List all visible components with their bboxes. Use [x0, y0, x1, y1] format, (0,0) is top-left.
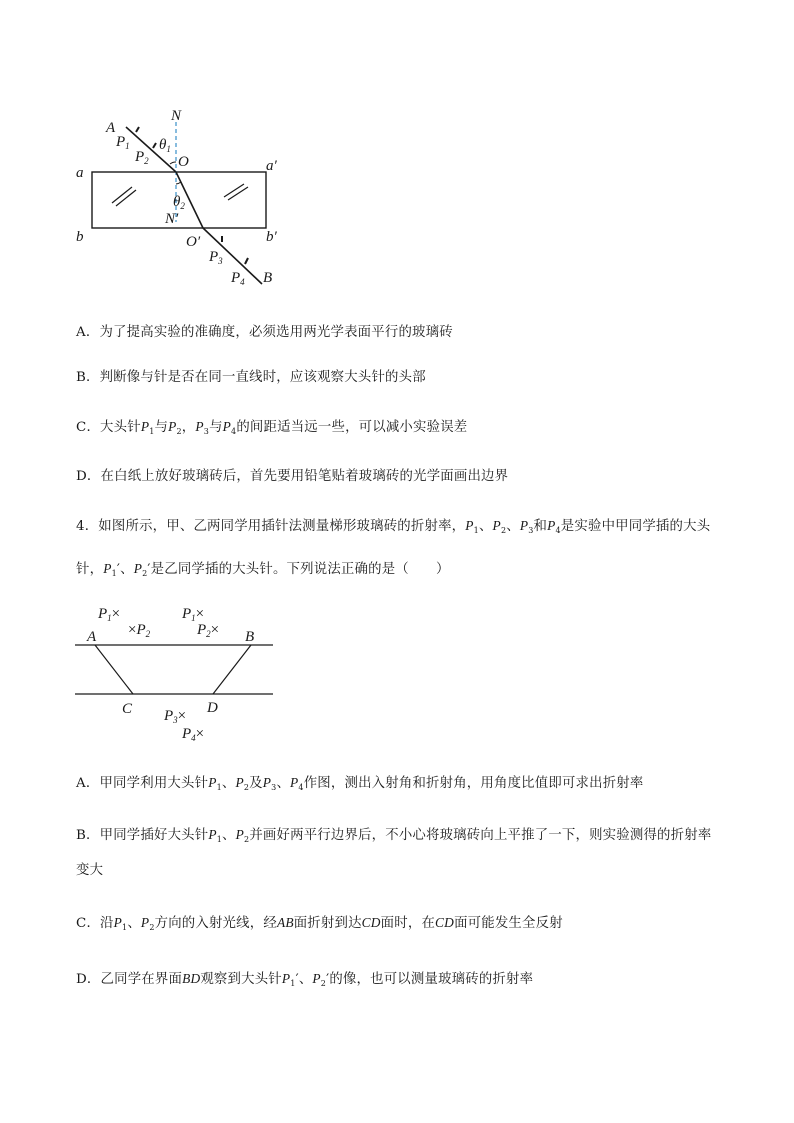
label-C: C	[122, 701, 133, 717]
label-theta2: $\theta_2$	[173, 194, 185, 211]
label-P1-right: $P_1\times$	[182, 606, 205, 623]
label-b-prime: b′	[266, 229, 277, 245]
side-bd	[213, 645, 251, 694]
q4-stem-line2: 针，$P_1'$、$P_2'$是乙同学插的大头针。下列说法正确的是（ ）	[76, 561, 450, 578]
label-B: B	[245, 629, 255, 645]
label-theta1: $\theta_1$	[159, 137, 171, 154]
side-ac	[95, 645, 133, 694]
label-N-prime: N′	[165, 211, 179, 227]
figure-trapezoid-block	[70, 598, 280, 748]
hatch-mark	[224, 184, 244, 197]
label-P2: $P_2$	[135, 149, 149, 166]
label-D: D	[207, 700, 218, 716]
label-P2-left: $\times P_2$	[128, 622, 151, 639]
label-B: B	[263, 270, 273, 286]
q3-option-c: C．大头针$P_1$与$P_2$，$P_3$与$P_4$的间距适当远一些，可以减小实验误差	[76, 419, 468, 436]
q4-option-b-line1: B．甲同学插好大头针$P_1$、$P_2$并画好两平行边界后，不小心将玻璃砖向上平推了一下，则实验测得的折射率	[76, 827, 712, 844]
label-O: O	[178, 154, 189, 170]
q4-option-a: A．甲同学利用大头针$P_1$、$P_2$及$P_3$、$P_4$作图，测出入射角和折射角，用角度比值即可求出折射率	[76, 775, 644, 792]
pin-p1	[136, 127, 139, 132]
q3-option-a: A．为了提高实验的准确度，必须选用两光学表面平行的玻璃砖	[76, 325, 453, 340]
figure-rectangular-slab	[70, 100, 310, 300]
q4-option-d: D．乙同学在界面BD观察到大头针$P_1'$、$P_2'$的像，也可以测量玻璃砖的折射率	[76, 971, 534, 988]
label-P1-left: $P_1\times$	[98, 606, 121, 623]
label-a-prime: a′	[266, 158, 277, 174]
hatch-mark	[228, 187, 248, 200]
label-A: A	[106, 120, 116, 136]
label-N: N	[171, 108, 182, 124]
q3-option-b: B．判断像与针是否在同一直线时，应该观察大头针的头部	[76, 370, 426, 385]
pin-p4	[245, 258, 248, 264]
q3-option-d: D．在白纸上放好玻璃砖后，首先要用铅笔贴着玻璃砖的光学面画出边界	[76, 469, 509, 484]
q4-option-c: C．沿$P_1$、$P_2$方向的入射光线，经AB面折射到达CD面时，在CD面可能发生全反射	[76, 915, 563, 932]
label-O-prime: O′	[186, 234, 201, 250]
label-P4: $P_4$	[231, 270, 245, 287]
label-P4: $P_4\times$	[182, 726, 205, 743]
q4-stem-line1: 4．如图所示，甲、乙两同学用插针法测量梯形玻璃砖的折射率，$P_1$、$P_2$、$P_3$和$P_4$是实验中甲同学插的大头	[76, 518, 711, 535]
label-b: b	[76, 229, 84, 245]
label-a: a	[76, 165, 84, 181]
pin-p2	[153, 143, 156, 148]
label-P3: $P_3$	[209, 249, 223, 266]
label-P2-right: $P_2\times$	[197, 622, 220, 639]
label-P3: $P_3\times$	[164, 708, 187, 725]
label-A: A	[87, 629, 97, 645]
q4-option-b-line2: 变大	[76, 863, 104, 878]
angle-arc-theta2	[176, 182, 181, 184]
label-P1: $P_1$	[116, 134, 130, 151]
angle-arc-theta1	[170, 162, 176, 164]
